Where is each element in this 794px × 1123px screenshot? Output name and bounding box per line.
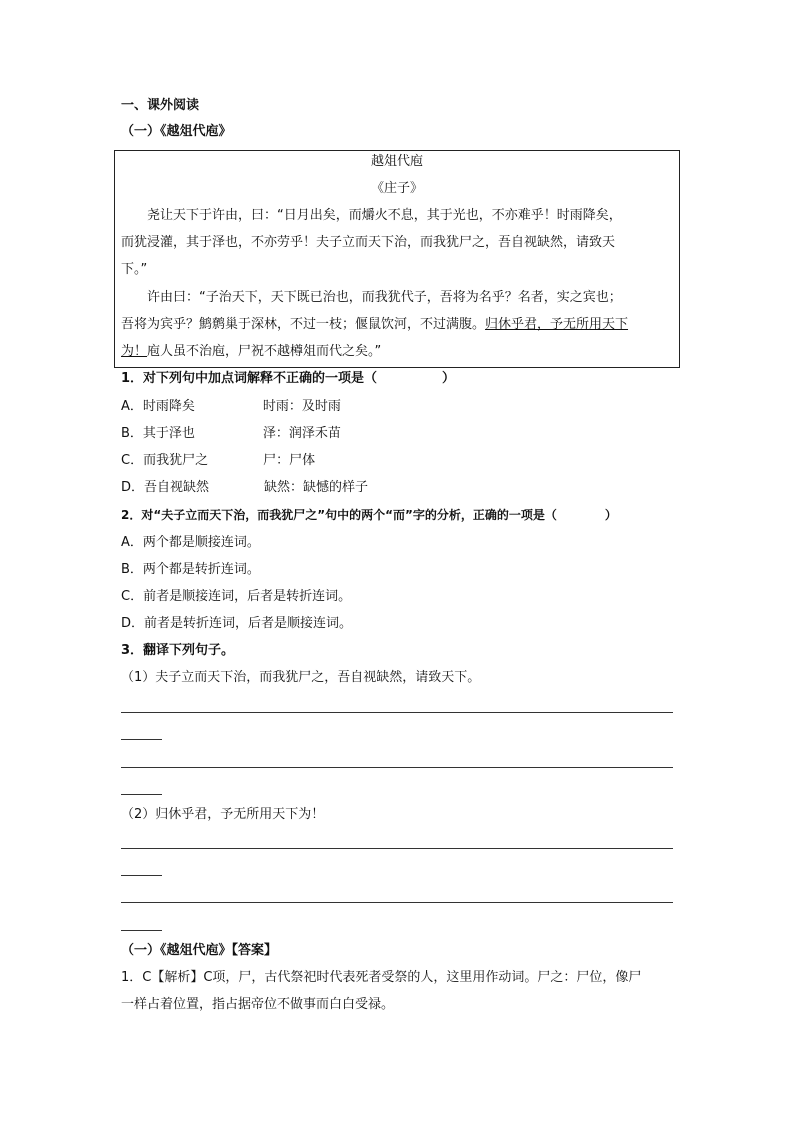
passage-source: 《庄子》 bbox=[370, 181, 423, 196]
option-letter: D． bbox=[121, 480, 145, 495]
passage-para2-line3-plain: 庖人虽不治庖，尸祝不越樽俎而代之矣。” bbox=[147, 344, 382, 359]
subsection-heading: （一）《越俎代庖》 bbox=[121, 124, 232, 139]
option-sentence: 而我犹尸之 bbox=[143, 453, 209, 468]
passage-para2-line1: 许由曰：“子治天下，天下既已治也，而我犹代子，吾将为名乎？名者，实之宾也； bbox=[147, 290, 622, 305]
answer-line[interactable] bbox=[121, 794, 162, 795]
option-gloss: 时雨：及时雨 bbox=[262, 399, 341, 414]
section-heading: 一、课外阅读 bbox=[121, 98, 200, 113]
answer-line[interactable] bbox=[121, 902, 673, 903]
option-letter: A． bbox=[121, 399, 143, 414]
passage-para2-line2 bbox=[121, 316, 628, 334]
option-letter: C． bbox=[121, 453, 144, 468]
answer-line[interactable] bbox=[121, 767, 673, 768]
passage-para2-line2-plain: 吾将为宾乎？鹪鹩巢于深林，不过一枝；偃鼠饮河，不过满腹。 bbox=[121, 317, 486, 332]
passage-title: 越俎代庖 bbox=[370, 154, 423, 169]
answer-line[interactable] bbox=[121, 875, 162, 876]
answer-explanation-line1: 1．C【解析】C项，尸，古代祭祀时代表死者受祭的人，这里用作动词。尸之：尸位，像尸 bbox=[121, 970, 642, 985]
question-2-option-b: B．两个都是转折连词。 bbox=[121, 562, 260, 577]
option-letter: B． bbox=[121, 426, 143, 441]
question-1-option-c bbox=[121, 452, 315, 470]
question-2-option-c: C．前者是顺接连词，后者是转折连词。 bbox=[121, 589, 352, 604]
question-1-stem: 1．对下列句中加点词解释不正确的一项是（ ） bbox=[121, 371, 456, 386]
option-gloss: 缺然：缺憾的样子 bbox=[264, 480, 369, 495]
passage-underlined-sentence-part1: 归休乎君，予无所用天下 bbox=[485, 317, 629, 332]
option-sentence: 吾自视缺然 bbox=[144, 480, 210, 495]
question-2-option-d: D．前者是转折连词，后者是顺接连词。 bbox=[121, 616, 353, 631]
passage-para1-line1: 尧让天下于许由，曰：“日月出矣，而爝火不息，其于光也，不亦难乎！时雨降矣， bbox=[147, 208, 622, 223]
question-1-option-b bbox=[121, 425, 341, 443]
question-1-option-a bbox=[121, 398, 341, 416]
question-3-sub2: （2）归休乎君，予无所用天下为！ bbox=[121, 807, 325, 822]
passage-para1-line3: 下。” bbox=[121, 262, 148, 277]
option-gloss: 泽：润泽禾苗 bbox=[262, 426, 341, 441]
answer-line[interactable] bbox=[121, 930, 162, 931]
passage-para1-line2: 而犹浸灌，其于泽也，不亦劳乎！夫子立而天下治，而我犹尸之，吾自视缺然，请致天 bbox=[121, 235, 616, 250]
option-sentence: 其于泽也 bbox=[142, 426, 195, 441]
question-3-stem: 3．翻译下列句子。 bbox=[121, 643, 235, 658]
option-gloss: 尸：尸体 bbox=[263, 453, 316, 468]
question-2-option-a: A．两个都是顺接连词。 bbox=[121, 535, 260, 550]
option-sentence: 时雨降矣 bbox=[142, 399, 195, 414]
answer-line[interactable] bbox=[121, 848, 673, 849]
question-3-sub1: （1）夫子立而天下治，而我犹尸之，吾自视缺然，请致天下。 bbox=[121, 670, 481, 685]
question-1-option-d bbox=[121, 479, 368, 497]
answer-line[interactable] bbox=[121, 739, 162, 740]
question-2-stem: 2．对“夫子立而天下治，而我犹尸之”句中的两个“而”字的分析，正确的一项是（ ） bbox=[121, 508, 617, 522]
answer-explanation-line2: 一样占着位置，指占据帝位不做事而白白受禄。 bbox=[121, 997, 395, 1012]
answer-heading: （一）《越俎代庖》【答案】 bbox=[121, 943, 278, 958]
passage-para2-line3 bbox=[121, 343, 381, 361]
passage-underlined-sentence-part2: 为！ bbox=[121, 344, 148, 359]
answer-line[interactable] bbox=[121, 712, 673, 713]
